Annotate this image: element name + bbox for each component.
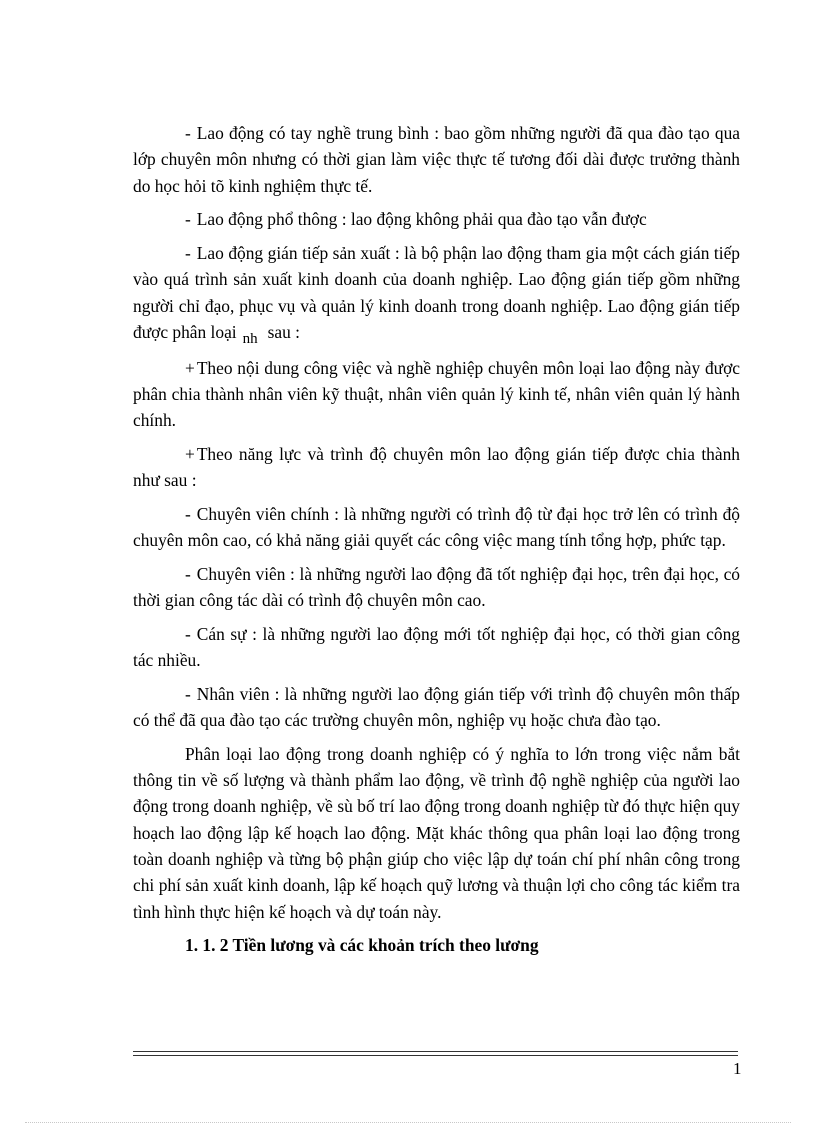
paragraph-senior-specialist [133, 501, 740, 554]
bullet-dash: - [185, 242, 191, 263]
bullet-dash: - [185, 683, 191, 704]
paragraph-text-end: sau : [267, 321, 300, 342]
paragraph-text: Theo nội dung công việc và nghề nghiệp chuyên môn loại lao động này được phân chia thành nhân viên kỹ thuật, nhân viên quản lý kinh tế, nhân viên quản lý hành chính. [133, 357, 740, 431]
paragraph-by-job-content [133, 355, 740, 434]
section-heading: 1. 1. 2 Tiền lương và các khoản trích theo lương [185, 935, 539, 956]
paragraph-general-labor [133, 206, 740, 232]
paragraph-officer [133, 621, 740, 674]
paragraph-text: Nhân viên : là những người lao động gián tiếp với trình độ chuyên môn thấp có thể đã qua đào tạo các trường chuyên môn, nghiệp vụ hoặc chưa đào tạo. [133, 683, 740, 731]
paragraph-text: Chuyên viên : là những người lao động đã tốt nghiệp đại học, trên đại học, có thời gian công tác dài có trình độ chuyên môn cao. [133, 563, 740, 611]
paragraph-classification-significance [133, 741, 740, 925]
paragraph-specialist [133, 561, 740, 614]
paragraph-indirect-labor [133, 240, 740, 347]
paragraph-text: Lao động gián tiếp sản xuất : là bộ phận lao động tham gia một cách gián tiếp vào quá trình sản xuất kinh doanh của doanh nghiệp. Lao động gián tiếp gồm những người chỉ đạo, phục vụ và quản lý kinh doanh trong doanh nghiệp. Lao động gián tiếp được phân loại [133, 242, 740, 342]
bullet-plus: + [185, 357, 195, 378]
bullet-dash: - [185, 209, 191, 230]
page-number: 1 [733, 1059, 742, 1078]
bullet-dash: - [185, 503, 191, 524]
body-text [133, 120, 740, 959]
bullet-dash: - [185, 623, 191, 644]
paragraph-text: Phân loại lao động trong doanh nghiệp có ý nghĩa to lớn trong việc nắm bắt thông tin về số lượng và thành phẩm lao động, về trình độ nghề nghiệp của người lao động trong doanh nghiệp, về sù bố trí lao động trong doanh nghiệp từ đó thực hiện quy hoạch lao động lập kế hoạch lao động. Mặt khác thông qua phân loại lao động trong toàn doanh nghiệp và từng bộ phận giúp cho việc lập dự toán chí phí nhân công trong chi phí sản xuất kinh doanh, lập kế hoạch quỹ lương và thuận lợi cho công tác kiểm tra tình hình thực hiện kế hoạch và dự toán này. [133, 743, 740, 922]
paragraph-text: Cán sự : là những người lao động mới tốt nghiệp đại học, có thời gian công tác nhiều. [133, 623, 740, 671]
bullet-dash: - [185, 123, 191, 143]
paragraph-text: Lao động có tay nghề trung bình : bao gồm những người đã qua đào tạo qua lớp chuyên môn nhưng có thời gian làm việc thực tế tương đối dài được trưởng thành do học hỏi tõ kinh nghiệm thực tế. [133, 123, 740, 196]
paragraph-text: Lao động phổ thông : lao động không phải qua đào tạo vẫn được [196, 209, 647, 230]
paragraph-text: Chuyên viên chính : là những người có trình độ từ đại học trở lên có trình độ chuyên môn cao, có khả năng giải quyết các công việc mang tính tổng hợp, phức tạp. [133, 503, 740, 551]
footer-double-rule [133, 1051, 738, 1056]
paragraph-text: Theo năng lực và trình độ chuyên môn lao động gián tiếp được chia thành như sau : [133, 443, 740, 491]
bullet-plus: + [185, 443, 195, 464]
paragraph-skilled-labor [133, 120, 740, 199]
paragraph-by-capability [133, 441, 740, 494]
bullet-dash: - [185, 563, 191, 584]
inline-fragment: nh [242, 330, 258, 347]
paragraph-staff [133, 681, 740, 734]
